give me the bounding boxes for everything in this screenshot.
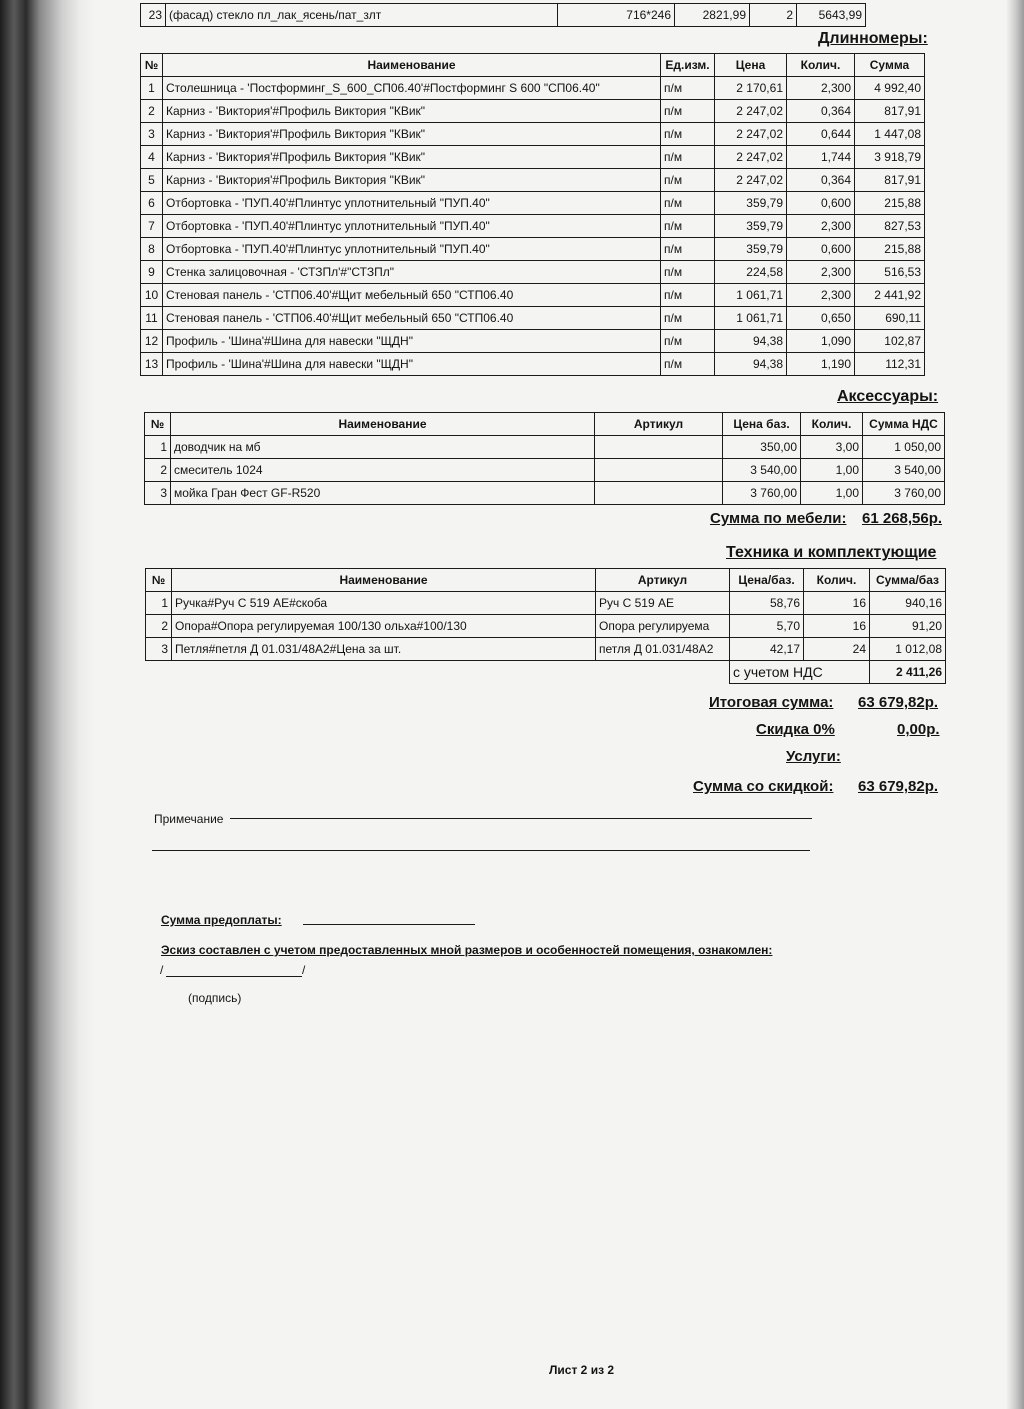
table-row [146,615,946,638]
table-row [145,459,945,482]
cell-price: 2 247,02 [715,169,787,192]
skidka-label: Скидка 0% [756,721,835,738]
table-row [141,261,925,284]
header-name: Наименование [171,413,595,436]
cell-name: Профиль - 'Шина'#Шина для навески "ЩДН" [163,353,661,376]
cell-qty: 1,090 [787,330,855,353]
cell-unit: п/м [661,215,715,238]
header-article: Артикул [595,413,723,436]
table-row [145,482,945,505]
cell-name: Отбортовка - 'ПУП.40'#Плинтус уплотнительный "ПУП.40" [163,192,661,215]
cell-sum: 1 050,00 [863,436,945,459]
cell-art: Опора регулируема [596,615,730,638]
cell-price: 94,38 [715,330,787,353]
cell-name: Карниз - 'Виктория'#Профиль Виктория "КВик" [163,146,661,169]
section-title-aksessuary: Аксессуары: [837,388,939,405]
cell-n: 2 [146,615,172,638]
table-header-row [146,569,946,592]
cell-n: 7 [141,215,163,238]
cell-qty: 0,364 [787,100,855,123]
cell-price: 359,79 [715,192,787,215]
cell-price: 42,17 [730,638,804,661]
scan-shadow-left [0,0,95,1409]
eskiz-text: Эскиз составлен с учетом предоставленных мной размеров и особенностей помещения, ознакомлен: [161,943,773,957]
cell-n: 3 [146,638,172,661]
top-row-table [140,3,866,27]
itog-label: Итоговая сумма: [709,694,834,711]
primechanie-line[interactable] [230,818,812,819]
table-row [141,146,925,169]
predoplata-line[interactable] [303,924,475,925]
cell-n: 11 [141,307,163,330]
header-sum: Сумма [855,54,925,77]
cell-n: 1 [141,77,163,100]
cell-art [595,436,723,459]
table-row [141,330,925,353]
cell-sum: 215,88 [855,238,925,261]
table-row [141,123,925,146]
cell-qty: 0,600 [787,238,855,261]
cell-unit: п/м [661,284,715,307]
cell-price: 2 170,61 [715,77,787,100]
cell-sum: 940,16 [870,592,946,615]
header-sum: Сумма/баз [870,569,946,592]
section-title-dlinnomery: Длинномеры: [818,30,928,47]
cell-sum: 2 441,92 [855,284,925,307]
cell-qty: 2,300 [787,261,855,284]
cell-unit: п/м [661,146,715,169]
cell-art: Руч С 519 АЕ [596,592,730,615]
table-row [141,100,925,123]
cell-unit: п/м [661,192,715,215]
cell-price: 3 540,00 [723,459,801,482]
cell-sum: 215,88 [855,192,925,215]
so-skidkoy-value: 63 679,82р. [858,778,939,795]
cell-name: доводчик на мб [171,436,595,459]
mebel-sum-value: 61 268,56р. [862,510,943,527]
cell-sum: 827,53 [855,215,925,238]
cell-art: петля Д 01.031/48А2 [596,638,730,661]
cell-unit: п/м [661,261,715,284]
header-num: № [145,413,171,436]
cell-unit: п/м [661,307,715,330]
cell-n: 3 [141,123,163,146]
header-sum: Сумма НДС [863,413,945,436]
header-qty: Колич. [801,413,863,436]
cell-price: 224,58 [715,261,787,284]
header-price: Цена [715,54,787,77]
podpis-label: (подпись) [188,991,242,1005]
cell-n: 5 [141,169,163,192]
nds-label: с учетом НДС [730,661,870,684]
cell-unit: п/м [661,330,715,353]
cell-name: Столешница - 'Постформинг_S_600_СП06.40'#Постформинг S 600 "СП06.40" [163,77,661,100]
cell-sum: 1 012,08 [870,638,946,661]
aksessuary-table [144,412,945,505]
cell-sum: 3 540,00 [863,459,945,482]
header-qty: Колич. [804,569,870,592]
table-row [141,238,925,261]
cell-name: смеситель 1024 [171,459,595,482]
cell-price: 1 061,71 [715,284,787,307]
cell-n: 1 [146,592,172,615]
header-qty: Колич. [787,54,855,77]
cell-qty: 0,644 [787,123,855,146]
cell-n: 1 [145,436,171,459]
cell-name: Стенка залицовочная - 'СТЗПл'#"СТЗПл" [163,261,661,284]
cell-sum: 516,53 [855,261,925,284]
itog-value: 63 679,82р. [858,694,939,711]
table-row [141,169,925,192]
header-num: № [146,569,172,592]
table-row [141,192,925,215]
table-header-row [145,413,945,436]
scan-shadow-right [1006,0,1024,1409]
table-row [141,284,925,307]
cell-n: 8 [141,238,163,261]
section-title-tehnika: Техника и комплектующие [726,544,937,561]
cell-sum: 102,87 [855,330,925,353]
cell-n: 4 [141,146,163,169]
cell-n: 6 [141,192,163,215]
signature-line[interactable] [166,976,302,977]
so-skidkoy-label: Сумма со скидкой: [693,778,834,795]
cell-price: 350,00 [723,436,801,459]
cell-sum: 817,91 [855,169,925,192]
page-number: Лист 2 из 2 [549,1363,615,1377]
cell-unit: п/м [661,169,715,192]
cell-name: мойка Гран Фест GF-R520 [171,482,595,505]
primechanie-label: Примечание [154,812,224,826]
cell-qty: 1,190 [787,353,855,376]
cell-qty: 1,00 [801,482,863,505]
dlinnomery-table [140,53,925,376]
table-row [146,638,946,661]
cell-n: 12 [141,330,163,353]
cell-sum: 5643,99 [797,4,866,27]
cell-n: 3 [145,482,171,505]
cell-name: Опора#Опора регулируемая 100/130 ольха#100/130 [172,615,596,638]
cell-sum: 4 992,40 [855,77,925,100]
header-price: Цена/баз. [730,569,804,592]
cell-qty: 2 [750,4,797,27]
cell-size: 716*246 [558,4,675,27]
cell-qty: 0,600 [787,192,855,215]
cell-qty: 3,00 [801,436,863,459]
tehnika-table [145,568,946,684]
header-num: № [141,54,163,77]
nds-row [146,661,946,684]
cell-price: 5,70 [730,615,804,638]
table-row [141,307,925,330]
cell-unit: п/м [661,77,715,100]
cell-qty: 1,00 [801,459,863,482]
cell-name: Стеновая панель - 'СТП06.40'#Щит мебельный 650 "СТП06.40 [163,284,661,307]
cell-price: 2821,99 [675,4,750,27]
cell-name: Карниз - 'Виктория'#Профиль Виктория "КВик" [163,169,661,192]
cell-name: Отбортовка - 'ПУП.40'#Плинтус уплотнительный "ПУП.40" [163,238,661,261]
cell-name: Отбортовка - 'ПУП.40'#Плинтус уплотнительный "ПУП.40" [163,215,661,238]
cell-unit: п/м [661,238,715,261]
table-row [141,77,925,100]
cell-price: 1 061,71 [715,307,787,330]
cell-name: Петля#петля Д 01.031/48А2#Цена за шт. [172,638,596,661]
cell-sum: 3 918,79 [855,146,925,169]
header-unit: Ед.изм. [661,54,715,77]
cell-n: 2 [145,459,171,482]
primechanie-line-2[interactable] [152,850,810,851]
cell-price: 359,79 [715,215,787,238]
header-article: Артикул [596,569,730,592]
cell-n: 13 [141,353,163,376]
table-header-row [141,54,925,77]
cell-name: (фасад) стекло пл_лак_ясень/пат_злт [166,4,558,27]
cell-n: 10 [141,284,163,307]
cell-art [595,459,723,482]
cell-sum: 3 760,00 [863,482,945,505]
cell-qty: 1,744 [787,146,855,169]
signature-slash-2: / [302,963,306,977]
cell-name: Карниз - 'Виктория'#Профиль Виктория "КВик" [163,100,661,123]
header-name: Наименование [172,569,596,592]
cell-qty: 24 [804,638,870,661]
header-price: Цена баз. [723,413,801,436]
cell-name: Ручка#Руч С 519 АЕ#скоба [172,592,596,615]
cell-price: 2 247,02 [715,146,787,169]
cell-name: Карниз - 'Виктория'#Профиль Виктория "КВик" [163,123,661,146]
cell-qty: 2,300 [787,215,855,238]
signature-slash-1: / [160,963,164,977]
cell-sum: 112,31 [855,353,925,376]
predoplata-label: Сумма предоплаты: [161,913,282,927]
cell-qty: 0,650 [787,307,855,330]
cell-price: 94,38 [715,353,787,376]
cell-name: Стеновая панель - 'СТП06.40'#Щит мебельный 650 "СТП06.40 [163,307,661,330]
uslugi-label: Услуги: [786,748,841,765]
cell-price: 2 247,02 [715,100,787,123]
cell-sum: 690,11 [855,307,925,330]
cell-qty: 0,364 [787,169,855,192]
cell-qty: 16 [804,592,870,615]
cell-qty: 2,300 [787,77,855,100]
mebel-sum-label: Сумма по мебели: [710,510,847,527]
table-row [141,353,925,376]
nds-value: 2 411,26 [870,661,946,684]
cell-price: 3 760,00 [723,482,801,505]
cell-num: 23 [141,4,166,27]
cell-qty: 2,300 [787,284,855,307]
table-row [146,592,946,615]
cell-sum: 1 447,08 [855,123,925,146]
cell-unit: п/м [661,353,715,376]
cell-price: 359,79 [715,238,787,261]
cell-unit: п/м [661,100,715,123]
skidka-value: 0,00р. [897,721,940,738]
table-row [141,215,925,238]
table-row [141,4,866,27]
cell-unit: п/м [661,123,715,146]
cell-sum: 817,91 [855,100,925,123]
table-row [145,436,945,459]
cell-art [595,482,723,505]
cell-n: 9 [141,261,163,284]
cell-n: 2 [141,100,163,123]
cell-qty: 16 [804,615,870,638]
cell-price: 58,76 [730,592,804,615]
header-name: Наименование [163,54,661,77]
cell-name: Профиль - 'Шина'#Шина для навески "ЩДН" [163,330,661,353]
cell-sum: 91,20 [870,615,946,638]
cell-price: 2 247,02 [715,123,787,146]
